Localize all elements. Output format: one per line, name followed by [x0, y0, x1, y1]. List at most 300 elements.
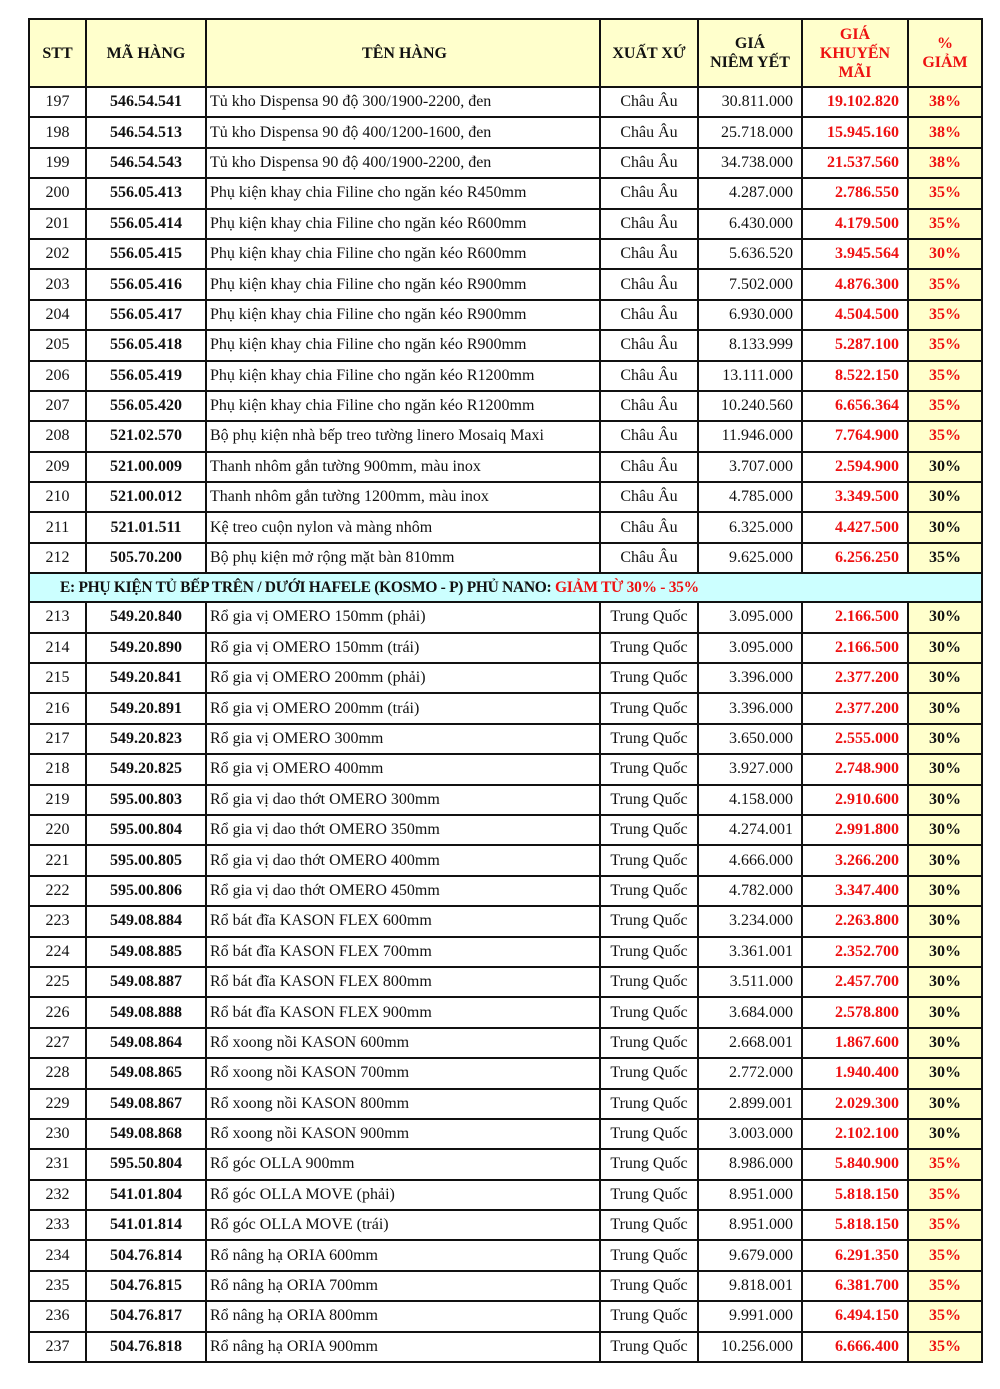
cell-product-name: Phụ kiện khay chia Filine cho ngăn kéo R1200mm — [206, 361, 600, 391]
cell-origin: Trung Quốc — [600, 1301, 698, 1331]
cell-list-price: 34.738.000 — [698, 148, 802, 178]
cell-discount-pct: 30% — [908, 239, 982, 269]
cell-stt: 209 — [29, 452, 86, 482]
cell-stt: 197 — [29, 87, 86, 117]
cell-list-price: 3.095.000 — [698, 633, 802, 663]
cell-product-name: Rổ góc OLLA MOVE (trái) — [206, 1210, 600, 1240]
table-row — [29, 693, 982, 723]
cell-promo-price: 19.102.820 — [802, 87, 908, 117]
cell-list-price: 5.636.520 — [698, 239, 802, 269]
cell-list-price: 8.951.000 — [698, 1180, 802, 1210]
table-row — [29, 391, 982, 421]
header-pct-line1: % — [937, 35, 953, 52]
cell-product-code: 549.20.823 — [86, 724, 206, 754]
cell-list-price: 25.718.000 — [698, 117, 802, 147]
cell-discount-pct: 30% — [908, 512, 982, 542]
cell-stt: 236 — [29, 1301, 86, 1331]
cell-product-code: 546.54.543 — [86, 148, 206, 178]
cell-origin: Trung Quốc — [600, 785, 698, 815]
cell-promo-price: 6.494.150 — [802, 1301, 908, 1331]
section-e — [29, 573, 982, 602]
cell-promo-price: 1.940.400 — [802, 1058, 908, 1088]
cell-discount-pct: 30% — [908, 1089, 982, 1119]
table-row — [29, 1089, 982, 1119]
cell-origin: Châu Âu — [600, 330, 698, 360]
cell-promo-price: 4.504.500 — [802, 300, 908, 330]
table-row — [29, 421, 982, 451]
cell-discount-pct: 30% — [908, 1119, 982, 1149]
cell-promo-price: 2.377.200 — [802, 663, 908, 693]
cell-promo-price: 15.945.160 — [802, 117, 908, 147]
cell-origin: Trung Quốc — [600, 967, 698, 997]
cell-origin: Châu Âu — [600, 117, 698, 147]
cell-origin: Châu Âu — [600, 361, 698, 391]
cell-discount-pct: 30% — [908, 967, 982, 997]
cell-product-code: 549.20.890 — [86, 633, 206, 663]
cell-product-code: 556.05.415 — [86, 239, 206, 269]
cell-list-price: 4.158.000 — [698, 785, 802, 815]
cell-product-name: Rổ nâng hạ ORIA 700mm — [206, 1271, 600, 1301]
cell-promo-price: 6.656.364 — [802, 391, 908, 421]
cell-product-code: 541.01.804 — [86, 1180, 206, 1210]
cell-promo-price: 2.578.800 — [802, 997, 908, 1027]
cell-list-price: 3.396.000 — [698, 663, 802, 693]
table-row — [29, 148, 982, 178]
cell-origin: Trung Quốc — [600, 1210, 698, 1240]
cell-promo-price: 2.594.900 — [802, 452, 908, 482]
table-row — [29, 967, 982, 997]
cell-stt: 228 — [29, 1058, 86, 1088]
cell-promo-price: 2.352.700 — [802, 937, 908, 967]
cell-product-name: Tủ kho Dispensa 90 độ 300/1900-2200, đen — [206, 87, 600, 117]
header-promo-line2: KHUYẾN — [819, 44, 891, 62]
cell-discount-pct: 35% — [908, 269, 982, 299]
cell-stt: 227 — [29, 1028, 86, 1058]
cell-product-code: 549.08.867 — [86, 1089, 206, 1119]
cell-product-code: 549.08.865 — [86, 1058, 206, 1088]
cell-stt: 214 — [29, 633, 86, 663]
cell-product-name: Rổ gia vị OMERO 200mm (trái) — [206, 693, 600, 723]
cell-stt: 237 — [29, 1332, 86, 1362]
table-row — [29, 543, 982, 573]
cell-discount-pct: 30% — [908, 754, 982, 784]
cell-discount-pct: 30% — [908, 724, 982, 754]
header-pct-line2: GIẢM — [922, 54, 968, 71]
cell-list-price: 4.782.000 — [698, 876, 802, 906]
cell-discount-pct: 38% — [908, 87, 982, 117]
cell-origin: Châu Âu — [600, 452, 698, 482]
cell-product-name: Kệ treo cuộn nylon và màng nhôm — [206, 512, 600, 542]
cell-product-name: Rổ xoong nồi KASON 600mm — [206, 1028, 600, 1058]
cell-origin: Châu Âu — [600, 482, 698, 512]
cell-list-price: 3.927.000 — [698, 754, 802, 784]
cell-list-price: 2.899.001 — [698, 1089, 802, 1119]
cell-origin: Châu Âu — [600, 421, 698, 451]
cell-product-code: 546.54.513 — [86, 117, 206, 147]
cell-product-code: 549.08.887 — [86, 967, 206, 997]
cell-product-name: Rổ gia vị dao thớt OMERO 450mm — [206, 876, 600, 906]
cell-product-code: 504.76.818 — [86, 1332, 206, 1362]
header-name: TÊN HÀNG — [206, 19, 600, 87]
cell-discount-pct: 30% — [908, 997, 982, 1027]
cell-product-code: 504.76.817 — [86, 1301, 206, 1331]
cell-product-name: Phụ kiện khay chia Filine cho ngăn kéo R600mm — [206, 209, 600, 239]
cell-product-name: Rổ xoong nồi KASON 700mm — [206, 1058, 600, 1088]
cell-origin: Trung Quốc — [600, 1271, 698, 1301]
cell-discount-pct: 35% — [908, 1240, 982, 1270]
section-header-row — [29, 573, 982, 602]
cell-product-code: 521.00.012 — [86, 482, 206, 512]
cell-discount-pct: 35% — [908, 1149, 982, 1179]
cell-product-name: Phụ kiện khay chia Filine cho ngăn kéo R450mm — [206, 178, 600, 208]
cell-product-name: Rổ nâng hạ ORIA 600mm — [206, 1240, 600, 1270]
table-body-part-a — [29, 87, 982, 573]
table-row — [29, 452, 982, 482]
cell-discount-pct: 30% — [908, 633, 982, 663]
cell-promo-price: 21.537.560 — [802, 148, 908, 178]
cell-stt: 202 — [29, 239, 86, 269]
cell-promo-price: 1.867.600 — [802, 1028, 908, 1058]
cell-promo-price: 5.818.150 — [802, 1180, 908, 1210]
cell-product-name: Rổ nâng hạ ORIA 900mm — [206, 1332, 600, 1362]
cell-product-name: Bộ phụ kiện mở rộng mặt bàn 810mm — [206, 543, 600, 573]
cell-product-name: Rổ gia vị dao thớt OMERO 300mm — [206, 785, 600, 815]
cell-stt: 207 — [29, 391, 86, 421]
cell-discount-pct: 30% — [908, 663, 982, 693]
table-body-part-b — [29, 602, 982, 1362]
cell-list-price: 3.707.000 — [698, 452, 802, 482]
cell-discount-pct: 38% — [908, 148, 982, 178]
cell-discount-pct: 35% — [908, 1210, 982, 1240]
cell-list-price: 9.818.001 — [698, 1271, 802, 1301]
table-row — [29, 209, 982, 239]
cell-list-price: 4.274.001 — [698, 815, 802, 845]
table-row — [29, 876, 982, 906]
cell-product-code: 595.00.803 — [86, 785, 206, 815]
cell-origin: Châu Âu — [600, 239, 698, 269]
table-row — [29, 633, 982, 663]
table-row — [29, 361, 982, 391]
table-row — [29, 117, 982, 147]
header-promo-line1: GIÁ — [839, 25, 871, 43]
table-row — [29, 937, 982, 967]
header-list-price-line2: NIÊM YẾT — [710, 54, 790, 71]
cell-promo-price: 3.945.564 — [802, 239, 908, 269]
cell-stt: 234 — [29, 1240, 86, 1270]
cell-stt: 232 — [29, 1180, 86, 1210]
cell-list-price: 4.666.000 — [698, 845, 802, 875]
cell-product-name: Tủ kho Dispensa 90 độ 400/1200-1600, đen — [206, 117, 600, 147]
cell-stt: 218 — [29, 754, 86, 784]
cell-product-code: 549.08.884 — [86, 906, 206, 936]
table-row — [29, 845, 982, 875]
cell-product-code: 521.01.511 — [86, 512, 206, 542]
table-row — [29, 1332, 982, 1362]
cell-product-name: Phụ kiện khay chia Filine cho ngăn kéo R900mm — [206, 300, 600, 330]
cell-discount-pct: 30% — [908, 1028, 982, 1058]
cell-product-code: 505.70.200 — [86, 543, 206, 573]
cell-promo-price: 8.522.150 — [802, 361, 908, 391]
cell-list-price: 9.991.000 — [698, 1301, 802, 1331]
cell-promo-price: 2.166.500 — [802, 602, 908, 632]
cell-origin: Châu Âu — [600, 209, 698, 239]
cell-product-code: 549.08.864 — [86, 1028, 206, 1058]
cell-discount-pct: 35% — [908, 361, 982, 391]
header-discount-pct — [908, 19, 982, 87]
table-header-row — [29, 19, 982, 87]
cell-promo-price: 7.764.900 — [802, 421, 908, 451]
cell-stt: 231 — [29, 1149, 86, 1179]
cell-discount-pct: 35% — [908, 1301, 982, 1331]
cell-discount-pct: 38% — [908, 117, 982, 147]
cell-promo-price: 4.179.500 — [802, 209, 908, 239]
price-list-sheet — [28, 18, 972, 1363]
cell-promo-price: 6.291.350 — [802, 1240, 908, 1270]
cell-stt: 208 — [29, 421, 86, 451]
cell-discount-pct: 35% — [908, 543, 982, 573]
cell-discount-pct: 35% — [908, 209, 982, 239]
cell-product-name: Rổ gia vị dao thớt OMERO 400mm — [206, 845, 600, 875]
cell-product-name: Phụ kiện khay chia Filine cho ngăn kéo R900mm — [206, 330, 600, 360]
cell-product-code: 521.00.009 — [86, 452, 206, 482]
cell-origin: Trung Quốc — [600, 876, 698, 906]
cell-promo-price: 2.910.600 — [802, 785, 908, 815]
header-promo-price — [802, 19, 908, 87]
table-row — [29, 906, 982, 936]
cell-promo-price: 2.457.700 — [802, 967, 908, 997]
cell-product-code: 556.05.416 — [86, 269, 206, 299]
cell-promo-price: 2.555.000 — [802, 724, 908, 754]
cell-product-name: Bộ phụ kiện nhà bếp treo tường linero Mosaiq Maxi — [206, 421, 600, 451]
cell-origin: Trung Quốc — [600, 1240, 698, 1270]
table-row — [29, 482, 982, 512]
cell-stt: 224 — [29, 937, 86, 967]
table-row — [29, 178, 982, 208]
cell-product-code: 556.05.418 — [86, 330, 206, 360]
cell-stt: 223 — [29, 906, 86, 936]
table-row — [29, 815, 982, 845]
cell-product-code: 504.76.814 — [86, 1240, 206, 1270]
cell-product-code: 556.05.414 — [86, 209, 206, 239]
table-row — [29, 87, 982, 117]
cell-stt: 233 — [29, 1210, 86, 1240]
table-row — [29, 239, 982, 269]
cell-origin: Trung Quốc — [600, 1028, 698, 1058]
cell-list-price: 30.811.000 — [698, 87, 802, 117]
cell-promo-price: 3.349.500 — [802, 482, 908, 512]
cell-product-name: Rổ xoong nồi KASON 900mm — [206, 1119, 600, 1149]
cell-product-name: Rổ gia vị dao thớt OMERO 350mm — [206, 815, 600, 845]
header-origin: XUẤT XỨ — [600, 19, 698, 87]
table-row — [29, 1271, 982, 1301]
cell-list-price: 3.361.001 — [698, 937, 802, 967]
cell-product-name: Rổ gia vị OMERO 150mm (trái) — [206, 633, 600, 663]
cell-origin: Trung Quốc — [600, 1089, 698, 1119]
section-discount-highlight: GIẢM TỪ 30% - 35% — [554, 578, 699, 596]
table-row — [29, 1301, 982, 1331]
table-row — [29, 997, 982, 1027]
cell-discount-pct: 30% — [908, 906, 982, 936]
cell-origin: Trung Quốc — [600, 633, 698, 663]
cell-promo-price: 4.876.300 — [802, 269, 908, 299]
cell-stt: 217 — [29, 724, 86, 754]
cell-discount-pct: 30% — [908, 602, 982, 632]
cell-origin: Trung Quốc — [600, 1058, 698, 1088]
cell-discount-pct: 35% — [908, 330, 982, 360]
table-row — [29, 1028, 982, 1058]
cell-stt: 201 — [29, 209, 86, 239]
cell-product-code: 595.00.804 — [86, 815, 206, 845]
cell-promo-price: 2.263.800 — [802, 906, 908, 936]
table-row — [29, 1210, 982, 1240]
cell-product-code: 556.05.420 — [86, 391, 206, 421]
cell-origin: Châu Âu — [600, 512, 698, 542]
cell-origin: Trung Quốc — [600, 754, 698, 784]
cell-product-name: Rổ gia vị OMERO 150mm (phải) — [206, 602, 600, 632]
cell-stt: 221 — [29, 845, 86, 875]
cell-promo-price: 3.266.200 — [802, 845, 908, 875]
cell-promo-price: 2.029.300 — [802, 1089, 908, 1119]
cell-promo-price: 2.991.800 — [802, 815, 908, 845]
cell-product-name: Rổ góc OLLA 900mm — [206, 1149, 600, 1179]
cell-origin: Châu Âu — [600, 178, 698, 208]
cell-stt: 211 — [29, 512, 86, 542]
cell-product-code: 549.08.868 — [86, 1119, 206, 1149]
cell-list-price: 8.951.000 — [698, 1210, 802, 1240]
cell-promo-price: 5.818.150 — [802, 1210, 908, 1240]
cell-product-code: 549.08.885 — [86, 937, 206, 967]
cell-list-price: 4.287.000 — [698, 178, 802, 208]
table-row — [29, 330, 982, 360]
cell-discount-pct: 30% — [908, 452, 982, 482]
cell-promo-price: 2.748.900 — [802, 754, 908, 784]
cell-product-code: 595.00.805 — [86, 845, 206, 875]
cell-stt: 204 — [29, 300, 86, 330]
cell-product-code: 504.76.815 — [86, 1271, 206, 1301]
table-row — [29, 785, 982, 815]
cell-product-name: Rổ gia vị OMERO 300mm — [206, 724, 600, 754]
cell-origin: Trung Quốc — [600, 845, 698, 875]
header-list-price-line1: GIÁ — [734, 35, 766, 52]
section-title: E: PHỤ KIỆN TỦ BẾP TRÊN / DƯỚI HAFELE (KOSMO - P) PHỦ NANO: — [60, 578, 555, 596]
cell-origin: Châu Âu — [600, 269, 698, 299]
cell-product-code: 549.20.825 — [86, 754, 206, 784]
cell-list-price: 10.256.000 — [698, 1332, 802, 1362]
cell-discount-pct: 35% — [908, 1332, 982, 1362]
cell-promo-price: 2.166.500 — [802, 633, 908, 663]
cell-list-price: 6.930.000 — [698, 300, 802, 330]
cell-origin: Châu Âu — [600, 87, 698, 117]
cell-promo-price: 2.377.200 — [802, 693, 908, 723]
table-row — [29, 1119, 982, 1149]
cell-stt: 230 — [29, 1119, 86, 1149]
cell-product-code: 556.05.419 — [86, 361, 206, 391]
table-row — [29, 1149, 982, 1179]
cell-origin: Trung Quốc — [600, 906, 698, 936]
cell-product-name: Rổ góc OLLA MOVE (phải) — [206, 1180, 600, 1210]
table-row — [29, 1058, 982, 1088]
cell-product-name: Rổ xoong nồi KASON 800mm — [206, 1089, 600, 1119]
cell-stt: 200 — [29, 178, 86, 208]
cell-promo-price: 6.381.700 — [802, 1271, 908, 1301]
cell-product-code: 556.05.413 — [86, 178, 206, 208]
cell-product-code: 549.20.840 — [86, 602, 206, 632]
cell-list-price: 2.668.001 — [698, 1028, 802, 1058]
cell-list-price: 9.679.000 — [698, 1240, 802, 1270]
cell-stt: 198 — [29, 117, 86, 147]
table-row — [29, 300, 982, 330]
cell-list-price: 8.986.000 — [698, 1149, 802, 1179]
cell-discount-pct: 35% — [908, 1180, 982, 1210]
cell-promo-price: 2.102.100 — [802, 1119, 908, 1149]
table-row — [29, 1180, 982, 1210]
cell-product-code: 541.01.814 — [86, 1210, 206, 1240]
cell-stt: 212 — [29, 543, 86, 573]
cell-list-price: 13.111.000 — [698, 361, 802, 391]
cell-product-code: 595.50.804 — [86, 1149, 206, 1179]
cell-discount-pct: 35% — [908, 178, 982, 208]
cell-origin: Trung Quốc — [600, 693, 698, 723]
cell-stt: 213 — [29, 602, 86, 632]
cell-stt: 216 — [29, 693, 86, 723]
cell-list-price: 3.396.000 — [698, 693, 802, 723]
cell-list-price: 10.240.560 — [698, 391, 802, 421]
cell-origin: Trung Quốc — [600, 724, 698, 754]
cell-discount-pct: 35% — [908, 300, 982, 330]
cell-stt: 222 — [29, 876, 86, 906]
cell-stt: 225 — [29, 967, 86, 997]
cell-list-price: 3.095.000 — [698, 602, 802, 632]
header-list-price — [698, 19, 802, 87]
cell-promo-price: 3.347.400 — [802, 876, 908, 906]
cell-list-price: 3.684.000 — [698, 997, 802, 1027]
cell-product-name: Tủ kho Dispensa 90 độ 400/1900-2200, đen — [206, 148, 600, 178]
cell-list-price: 3.511.000 — [698, 967, 802, 997]
cell-origin: Trung Quốc — [600, 663, 698, 693]
cell-product-name: Rổ gia vị OMERO 200mm (phải) — [206, 663, 600, 693]
cell-stt: 205 — [29, 330, 86, 360]
cell-discount-pct: 30% — [908, 815, 982, 845]
cell-origin: Châu Âu — [600, 300, 698, 330]
cell-stt: 220 — [29, 815, 86, 845]
table-row — [29, 754, 982, 784]
cell-promo-price: 4.427.500 — [802, 512, 908, 542]
table-row — [29, 663, 982, 693]
header-code: MÃ HÀNG — [86, 19, 206, 87]
cell-origin: Trung Quốc — [600, 815, 698, 845]
cell-product-code: 595.00.806 — [86, 876, 206, 906]
cell-promo-price: 6.256.250 — [802, 543, 908, 573]
cell-product-code: 549.20.891 — [86, 693, 206, 723]
cell-promo-price: 2.786.550 — [802, 178, 908, 208]
cell-discount-pct: 35% — [908, 1271, 982, 1301]
cell-list-price: 3.650.000 — [698, 724, 802, 754]
cell-discount-pct: 30% — [908, 482, 982, 512]
section-header-cell — [29, 573, 982, 602]
cell-product-name: Phụ kiện khay chia Filine cho ngăn kéo R600mm — [206, 239, 600, 269]
cell-product-name: Thanh nhôm gắn tường 900mm, màu inox — [206, 452, 600, 482]
cell-origin: Châu Âu — [600, 148, 698, 178]
table-row — [29, 724, 982, 754]
cell-list-price: 11.946.000 — [698, 421, 802, 451]
cell-list-price: 6.430.000 — [698, 209, 802, 239]
cell-product-name: Phụ kiện khay chia Filine cho ngăn kéo R1200mm — [206, 391, 600, 421]
cell-origin: Trung Quốc — [600, 1119, 698, 1149]
cell-stt: 203 — [29, 269, 86, 299]
cell-discount-pct: 30% — [908, 785, 982, 815]
cell-product-name: Rổ bát đĩa KASON FLEX 900mm — [206, 997, 600, 1027]
table-row — [29, 1240, 982, 1270]
